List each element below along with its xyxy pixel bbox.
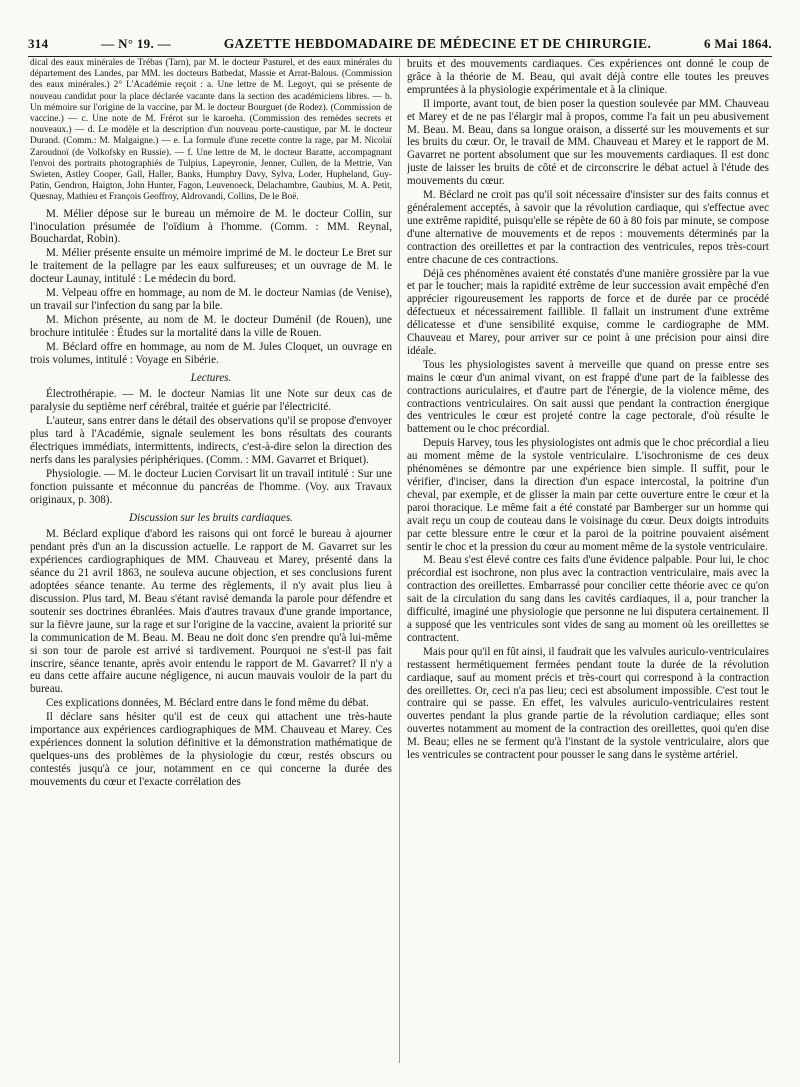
right-column — [407, 58, 769, 1063]
paragraph-right-7: M. Beau s'est élevé contre ces faits d'une évidence palpable. Pour lui, le choc précordial est isochrone, non plus avec la contraction ventriculaire, mais avec la contraction des oreillettes. Embarrassé pour concilier cette théorie avec ce qu'on sait de la circulation du sang dans les cavités cardiaques, il a, pour trancher la difficulté, imaginé une physiologie que personne ne lui disputera certainement. Il a supposé que les ventricules sont vides de sang au moment où les oreillettes se contractent. — [407, 554, 769, 644]
paragraph-right-5: Tous les physiologistes savent à merveille que quand on presse entre ses mains le cœur d'un animal vivant, on est frappé d'une part de la faiblesse des contractions auriculaires, et d'autre part de l'énergie, de la violence même, des contractions ventriculaires. On sait aussi que pendant la contraction énergique des ventricules le cœur est projeté contre la cage pectorale, d'où résulte le battement ou le choc précordial. — [407, 358, 769, 436]
issue-number: — N° 19. — — [101, 36, 171, 51]
left-column — [30, 58, 392, 1063]
journal-title: GAZETTE HEBDOMADAIRE DE MÉDECINE ET DE CHIRURGIE. — [223, 36, 652, 51]
issue-date: 6 Mai 1864. — [704, 36, 772, 51]
correspondence-paragraph: dical des eaux minérales de Trébas (Tarn), par M. le docteur Pasturel, et des eaux minérales du département des Landes, par MM. les docteurs Batbedat, Massie et Arrat-Balous. (Commission des eaux minérales.) 2° L'Académie reçoit : a. Une lettre de M. Legoyt, qui se présente de nouveau candidat pour la place déclarée vacante dans la section des académiciens libres. — b. Un mémoire sur l'origine de la vaccine, par M. le docteur Bourguet (de Rodez). (Commission de vaccine.) — c. Une note de M. Frérot sur le karoeha. (Commission des remèdes secrets et nouveaux.) — d. Le modèle et la description d'un nouveau porte-caustique, par M. le docteur Durand. (Comm.: M. Malgaigne.) — e. La formule d'une recette contre la rage, par M. Nicolaï Zaroudnoï (de Volkofsky en Russie). — f. Une lettre de M. le docteur Baratte, accompagnant l'envoi des portraits photographiés de Tulpius, Lapeyronie, Jenner, Cullen, de la Mettrie, Van Swieten, Astley Cooper, Gall, Haller, Banks, Humphry Davy, Sylva, Loder, Hupheland, Guy-Patin, Gendron, Haigton, John Hunter, Fagon, Leuvenoeck, Delachambre, Gaubius, M. A. Petit, Quesnay, Mathieu et François Geoffroy, Aldrovandi, Collins, De le Boë. — [30, 58, 392, 203]
paragraph-right-6: Depuis Harvey, tous les physiologistes ont admis que le choc précordial a lieu au moment même de la systole ventriculaire. L'isochronisme de ces deux phénomènes se démontre par une expérience bien simple. Il suffit, pour le vérifier, d'inciser, dans la direction d'un espace intercostal, la poitrine d'un cheval, par exemple, et de glisser la main par cette ouverture entre le cœur et la paroi thoracique. Le même fait a été constaté par Bamberger sur un homme qui avait reçu un coup de couteau dans le voisinage du cœur. Deux doigts introduits par cette blessure entre le cœur et la paroi de la poitrine pouvaient aisément sentir le choc et la pression du cœur au moment même de la systole ventriculaire. — [407, 437, 769, 553]
heading-lectures: Lectures. — [190, 371, 232, 384]
heading-discussion: Discussion sur les bruits cardiaques. — [129, 511, 293, 524]
paragraph-beclard-hommage: M. Béclard offre en hommage, au nom de M. Jules Cloquet, un ouvrage en trois volumes, intitulé : Voyage en Sibérie. — [30, 340, 392, 366]
page-number: 314 — [28, 36, 49, 51]
paragraph-melier-lebret: M. Mélier présente ensuite un mémoire imprimé de M. le docteur Le Bret sur le traitement de la pellagre par les eaux sulfureuses; et un ouvrage de M. le docteur Launay, intitulé : Le médecin du bord. — [30, 247, 392, 286]
paragraph-velpeau: M. Velpeau offre en hommage, au nom de M. le docteur Namias (de Venise), un travail sur l'infection du sang par la bile. — [30, 287, 392, 312]
paragraph-discussion-2: Ces explications données, M. Béclard entre dans le fond même du débat. — [46, 697, 369, 710]
paragraph-michon: M. Michon présente, au nom de M. le docteur Duménil (de Rouen), une brochure intitulée : Études sur la mortalité dans la ville de Rouen. — [30, 313, 392, 339]
paragraph-melier-collin: M. Mélier dépose sur le bureau un mémoire de M. le docteur Collin, sur l'inoculation présumée de l'oïdium à l'homme. (Comm. : MM. Reynal, Bouchardat, Robin). — [30, 207, 392, 246]
paragraph-discussion-1: M. Béclard explique d'abord les raisons qui ont forcé le bureau à ajourner pendant près d'un an la discussion actuelle. Le rapport de M. Gavarret sur les expériences cardiographiques de MM. Chauveau et Marey, présenté dans la séance du 21 avril 1863, ne souleva aucune objection, et ses conclusions furent adoptées séance tenante. Au terme des règlements, il n'y avait plus lieu à discussion. Plus tard, M. Beau s'étant ravisé demanda la parole pour défendre et soutenir ses doctrines ébranlées. Mais d'autres travaux d'une grande importance, sur la fièvre jaune, sur la rage et sur l'origine de la vaccine, avaient la priorité sur la communication de M. Beau. M. Beau ne doit donc s'en prendre qu'à lui-même si son tour de parole est arrivé si tardivement. Pourquoi ne s'est-il pas fait inscrire, séance tenante, après avoir entendu le rapport de M. Gavarret? Il n'y a eu dans cette affaire aucune négligence, ni aucun mauvais vouloir de la part du bureau. — [30, 528, 392, 696]
page-header — [28, 22, 772, 57]
paragraph-auteur: L'auteur, sans entrer dans le détail des observations qu'il se propose d'envoyer plus tard à l'Académie, signale seulement les bons résultats des courants électriques immédiats, intermittents, indirects, c'est-à-dire selon la direction des nerfs dans les paralysies périphériques. (Comm. : MM. Gavarret et Briquet). — [30, 415, 392, 466]
paragraph-physiologie: Physiologie. — M. le docteur Lucien Corvisart lit un travail intitulé : Sur une fonction puissante et méconnue du pancréas de l'homme. (Voy. aux Travaux originaux, p. 308). — [30, 467, 392, 506]
paragraph-right-2: Il importe, avant tout, de bien poser la question soulevée par MM. Chauveau et Marey et de ne pas l'élargir mal à propos, comme l'a fait un peu abusivement M. Beau. M. Beau, dans sa longue oraison, a disserté sur les mouvements et sur les bruits du cœur. Or, le travail de MM. Chauveau et Marey et le rapport de M. Gavarret ne portent absolument que sur les mouvements cardiaques. Il est donc juste de laisser les bruits de côté et de circonscrire le débat actuel à l'étude des mouvements du cœur. — [407, 97, 769, 188]
paragraph-right-1: bruits et des mouvements cardiaques. Ces expériences ont donné le coup de grâce à la théorie de M. Beau, qui avait déjà contre elle toutes les preuves empruntées à la physiologie expérimentale et à la clinique. — [407, 58, 769, 96]
paragraph-electrotherapie: Électrothérapie. — M. le docteur Namias lit une Note sur deux cas de paralysie du septième nerf cérébral, traitée et guérie par l'électricité. — [30, 388, 392, 414]
paragraph-right-4: Déjà ces phénomènes avaient été constatés d'une manière grossière par la vue et par le toucher; mais la rapidité extrême de leur succession avait empêché d'en apprécier rigoureusement les rapports de force et de durée par ce procédé défectueux et nécessairement faillible. Il fallait un instrument d'une extrême délicatesse et d'une sensibilité exquise, comme le cardiographe de MM. Chauveau et Marey, pour arriver sur ce point à une précision pour ainsi dire idéale. — [407, 267, 769, 357]
column-divider — [399, 58, 400, 1063]
paragraph-discussion-3: Il déclare sans hésiter qu'il est de ceux qui attachent une très-haute importance aux expériences cardiographiques de MM. Chauveau et Marey. Ces expériences donnent la solution définitive et la démonstration mathématique de quelques-uns des problèmes de la physiologie du cœur, restés obscurs ou contestés jusqu'à ce jour, notamment en ce qui concerne la durée des mouvements du cœur et l'exacte corrélation des — [30, 711, 392, 788]
paragraph-right-3: M. Béclard ne croit pas qu'il soit nécessaire d'insister sur des faits connus et généralement acceptés, à savoir que la révolution cardiaque, qui s'effectue avec une extrême rapidité, puisqu'elle se répète de 60 à 80 fois par minute, se compose d'une alternative de mouvements et de repos : mouvements déterminés par la contraction des oreillettes et par la contraction des ventricules, repos très-court entre chacune de ces contractions. — [407, 189, 769, 266]
paragraph-right-8: Mais pour qu'il en fût ainsi, il faudrait que les valvules auriculo-ventriculaires restassent hermétiquement fermées pendant toute la durée de la révolution cardiaque, sauf au moment précis et très-court qui correspond à la contraction des oreillettes. Or, ceci n'a pas lieu; ceci est absolument impossible. C'est tout le contraire qui se passe. En effet, les valvules auriculo-ventriculaires restent ouvertes pendant la plus grande partie de la révolution cardiaque; elles sont ouvertes notamment au moment de la contraction des oreillettes, quoi qu'en dise M. Beau; elles ne se ferment qu'à l'instant de la systole ventriculaire, alors que les ventricules se contractent pour pousser le sang dans le système artériel. — [407, 645, 769, 762]
